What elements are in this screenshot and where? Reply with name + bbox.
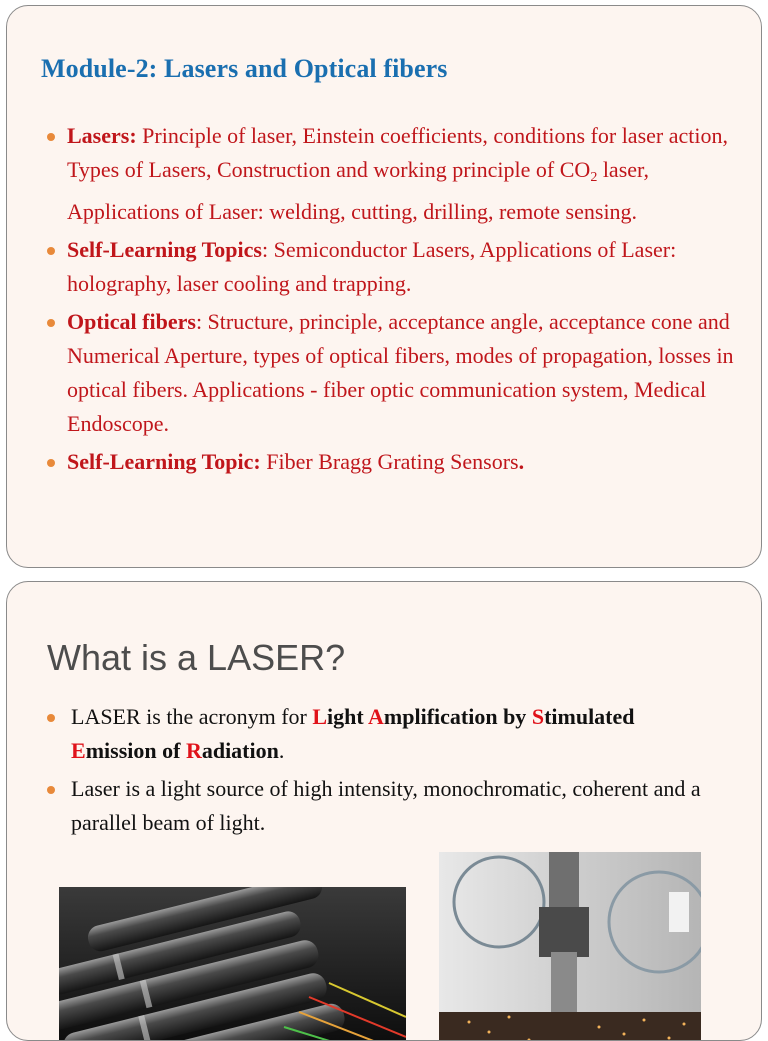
- item-text: Laser is a light source of high intensity, monochromatic, coherent and a parallel beam of light.: [71, 776, 701, 835]
- slide-module-2: [6, 5, 762, 568]
- list-item: [47, 772, 707, 840]
- acronym-intro: LASER is the acronym for: [71, 704, 312, 729]
- list-item: [47, 119, 747, 229]
- list-item: [47, 445, 747, 479]
- slide-what-is-laser: [6, 581, 762, 1041]
- item-text: Principle of laser, Einstein coefficients, conditions for laser action, Types of Lasers, Construction and working principle of CO: [67, 123, 728, 182]
- bullet-dot-icon: [47, 459, 55, 467]
- item-label: Self-Learning Topic:: [67, 449, 261, 474]
- list-item: [47, 700, 707, 768]
- item-end: .: [519, 449, 525, 474]
- item-label: Lasers:: [67, 123, 137, 148]
- bullet-dot-icon: [47, 786, 55, 794]
- acronym-end: .: [279, 738, 285, 763]
- acronym-letter: E: [71, 738, 86, 763]
- item-text: laser, Applications of Laser: welding, cutting, drilling, remote sensing.: [67, 157, 649, 224]
- slide-title: Module-2: Lasers and Optical fibers: [41, 54, 448, 84]
- item-label: Optical fibers: [67, 309, 196, 334]
- subscript: 2: [590, 170, 597, 185]
- list-item: [47, 305, 747, 441]
- acronym-word: ight: [327, 704, 368, 729]
- bullet-dot-icon: [47, 247, 55, 255]
- acronym-word: adiation: [202, 738, 279, 763]
- topic-list: [47, 119, 747, 483]
- acronym-letter: A: [368, 704, 384, 729]
- item-text: : Semiconductor Lasers, Applications of Laser: holography, laser cooling and trapping.: [67, 237, 676, 296]
- acronym-letter: R: [186, 738, 202, 763]
- bullet-dot-icon: [47, 319, 55, 327]
- acronym-word: timulated: [544, 704, 634, 729]
- laser-tubes-image: [59, 887, 406, 1041]
- slide-title: What is a LASER?: [47, 637, 345, 679]
- laser-cutting-illustration: [439, 852, 701, 1041]
- item-text: Fiber Bragg Grating Sensors: [261, 449, 519, 474]
- item-label: Self-Learning Topics: [67, 237, 262, 262]
- definition-list: [47, 700, 707, 844]
- laser-cutting-image: [439, 852, 701, 1041]
- acronym-letter: S: [532, 704, 544, 729]
- acronym-word: mission of: [86, 738, 186, 763]
- item-text: : Structure, principle, acceptance angle, acceptance cone and Numerical Aperture, types of optical fibers, modes of propagation, losses in optical fibers. Applications - fiber optic communication system, Medical Endoscope.: [67, 309, 734, 436]
- bullet-dot-icon: [47, 133, 55, 141]
- laser-tubes-illustration: [59, 887, 406, 1041]
- bullet-dot-icon: [47, 714, 55, 722]
- acronym-letter: L: [312, 704, 327, 729]
- acronym-word: mplification by: [384, 704, 532, 729]
- list-item: [47, 233, 747, 301]
